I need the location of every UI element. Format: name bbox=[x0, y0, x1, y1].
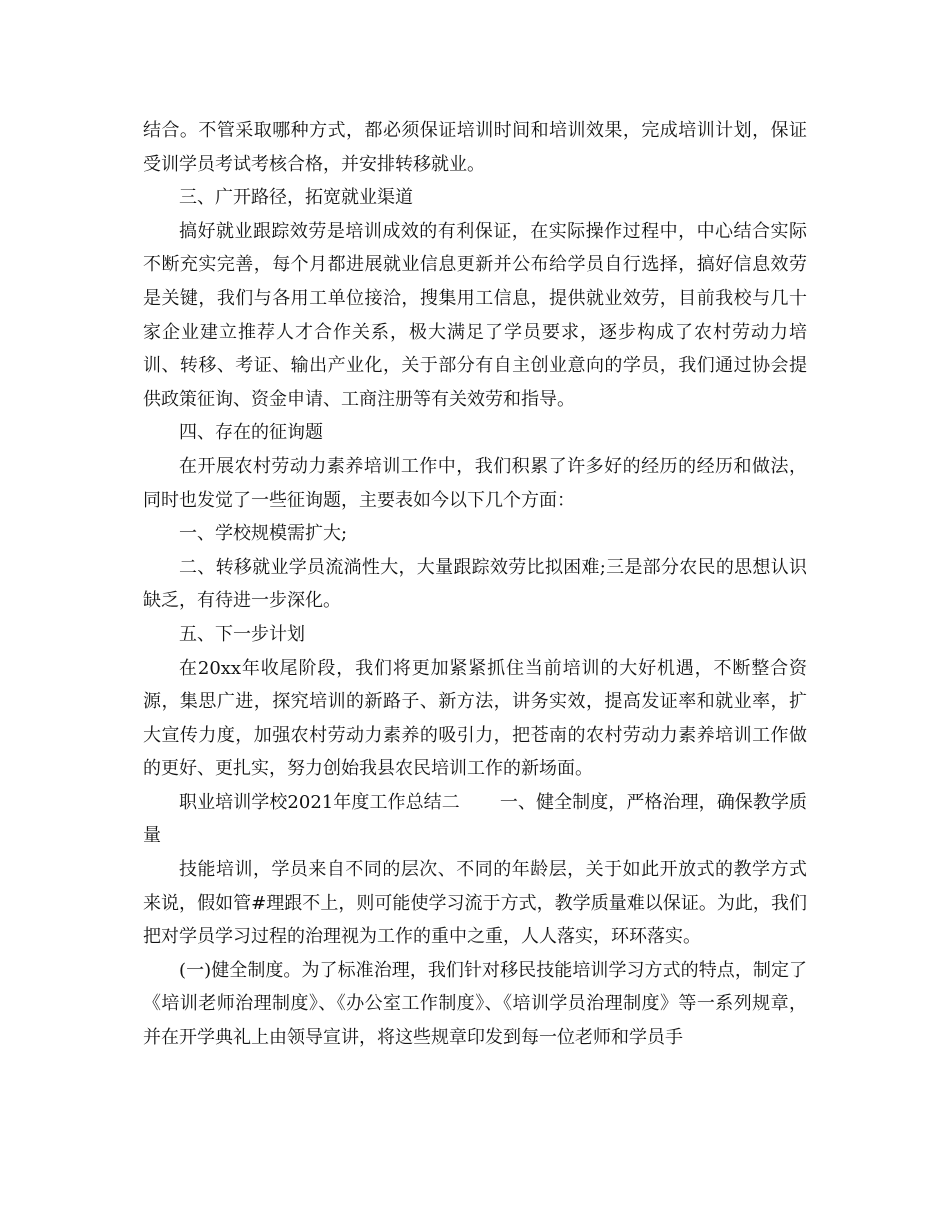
list-item-1: 一、学校规模需扩大; bbox=[179, 523, 348, 545]
list-item-2: 二、转移就业学员流淌性大，大量跟踪效劳比拟困难;三是部分农民的思想认识缺乏，有待进一步深化。 bbox=[143, 556, 807, 612]
paragraph-6: (一)健全制度。为了标准治理，我们针对移民技能培训学习方式的特点，制定了《培训老师治理制度》、《办公室工作制度》、《培训学员治理制度》等一系列规章，并在开学典礼上由领导宣讲，将这些规章印发到每一位老师和学员手 bbox=[143, 959, 807, 1049]
section-heading-3: 三、广开路径，拓宽就业渠道 bbox=[179, 187, 413, 209]
report-first-section: 一、健全制度，严格治理，确保教学质量 bbox=[143, 791, 807, 847]
report-title: 职业培训学校2021年度工作总结二 bbox=[179, 791, 460, 813]
document-body bbox=[143, 114, 807, 1055]
paragraph-4: 在20xx年收尾阶段，我们将更加紧紧抓住当前培训的大好机遇，不断整合资源，集思广进，探究培训的新路子、新方法，讲务实效，提高发证率和就业率，扩大宣传力度，加强农村劳动力素养的吸引力，把苍南的农村劳动力素养培训工作做的更好、更扎实，努力创始我县农民培训工作的新场面。 bbox=[143, 657, 807, 780]
paragraph-2: 搞好就业跟踪效劳是培训成效的有利保证，在实际操作过程中，中心结合实际不断充实完善，每个月都进展就业信息更新并公布给学员自行选择，搞好信息效劳是关键，我们与各用工单位接洽，搜集用工信息，提供就业效劳，目前我校与几十家企业建立推荐人才合作关系，极大满足了学员要求，逐步构成了农村劳动力培训、转移、考证、输出产业化，关于部分有自主创业意向的学员，我们通过协会提供政策征询、资金申请、工商注册等有关效劳和指导。 bbox=[143, 220, 807, 410]
section-heading-5: 五、下一步计划 bbox=[179, 623, 305, 645]
section-heading-4: 四、存在的征询题 bbox=[179, 422, 323, 444]
paragraph-3: 在开展农村劳动力素养培训工作中，我们积累了许多好的经历的经历和做法，同时也发觉了一些征询题，主要表如今以下几个方面： bbox=[143, 455, 807, 511]
paragraph-1: 结合。不管采取哪种方式，都必须保证培训时间和培训效果，完成培训计划，保证受训学员考试考核合格，并安排转移就业。 bbox=[143, 120, 807, 175]
report-title-line bbox=[143, 786, 807, 853]
paragraph-5: 技能培训，学员来自不同的层次、不同的年龄层，关于如此开放式的教学方式来说，假如管#理跟不上，则可能使学习流于方式，教学质量难以保证。为此，我们把对学员学习过程的治理视为工作的重中之重，人人落实，环环落实。 bbox=[143, 859, 807, 948]
